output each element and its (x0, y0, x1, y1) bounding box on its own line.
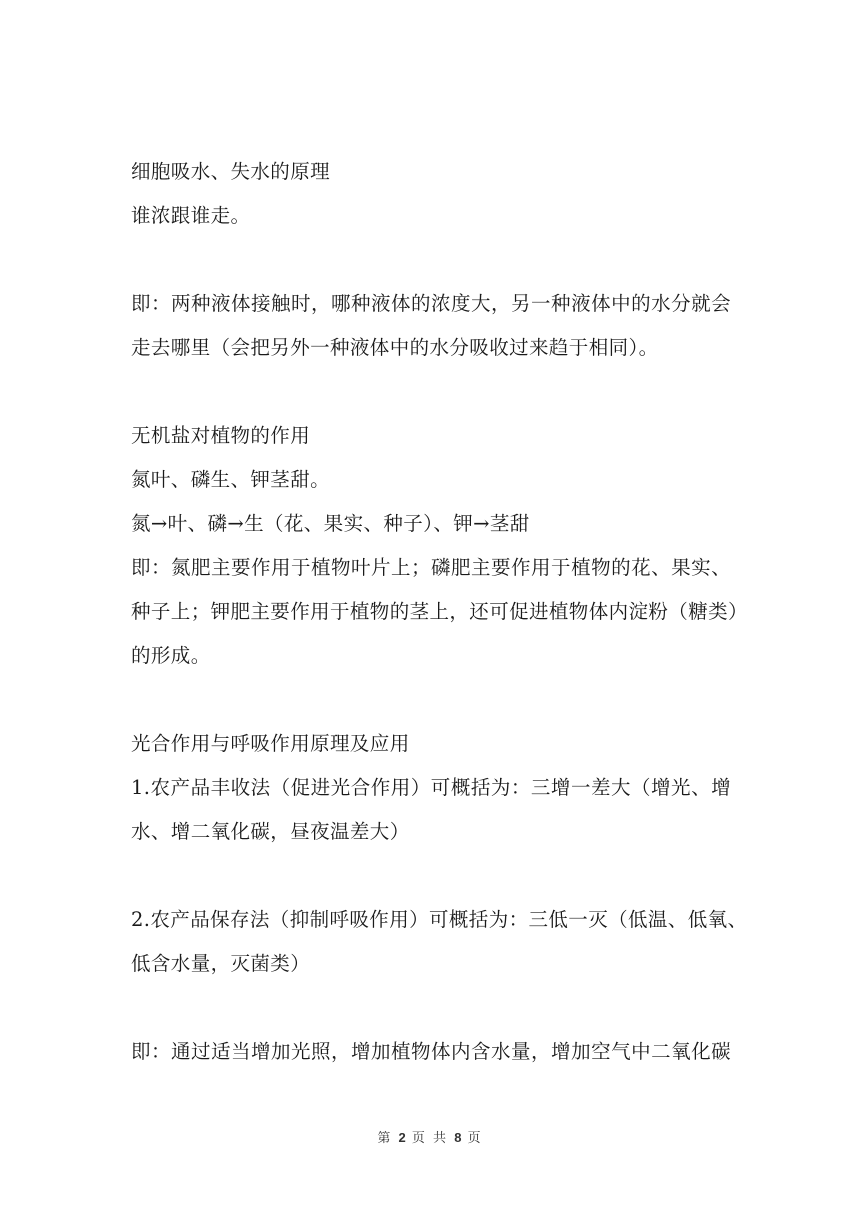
explanation-line: 走去哪里（会把另外一种液体中的水分吸收过来趋于相同）。 (131, 336, 659, 359)
section-heading-inorganic-salt: 无机盐对植物的作用 (131, 424, 311, 447)
explanation-line: 即：通过适当增加光照，增加植物体内含水量，增加空气中二氧化碳 (131, 1040, 731, 1063)
footer-prefix: 第 (377, 1131, 393, 1146)
footer-middle: 页 共 (411, 1131, 449, 1146)
current-page-number: 2 (398, 1130, 406, 1145)
footer-suffix: 页 (467, 1131, 483, 1146)
list-item-storage-continued: 低含水量，灭菌类） (131, 952, 311, 975)
blank-line (131, 986, 731, 1030)
page-number-footer (0, 1127, 860, 1146)
blank-line (131, 854, 731, 898)
list-item-harvest: 1.农产品丰收法（促进光合作用）可概括为：三增一差大（增光、增 (131, 776, 731, 799)
mnemonic-cell-water: 谁浓跟谁走。 (131, 204, 251, 227)
explanation-line: 即：两种液体接触时，哪种液体的浓度大，另一种液体中的水分就会 (131, 292, 731, 315)
blank-line (131, 370, 731, 414)
section-heading-photosynthesis: 光合作用与呼吸作用原理及应用 (131, 732, 410, 755)
section-heading-cell-water: 细胞吸水、失水的原理 (131, 160, 331, 183)
blank-line (131, 678, 731, 722)
explanation-line: 的形成。 (131, 644, 211, 667)
page-content (131, 150, 748, 1074)
blank-line (131, 238, 731, 282)
mnemonic-inorganic-salt: 氮叶、磷生、钾茎甜。 (131, 468, 331, 491)
list-item-harvest-continued: 水、增二氧化碳，昼夜温差大） (131, 820, 410, 843)
total-page-number: 8 (454, 1130, 462, 1145)
explanation-line: 种子上；钾肥主要作用于植物的茎上，还可促进植物体内淀粉（糖类） (131, 600, 748, 623)
explanation-line: 即：氮肥主要作用于植物叶片上；磷肥主要作用于植物的花、果实、 (131, 556, 731, 579)
list-item-storage: 2.农产品保存法（抑制呼吸作用）可概括为：三低一灭（低温、低氧、 (131, 908, 748, 931)
mnemonic-mapping: 氮→叶、磷→生（花、果实、种子）、钾→茎甜 (131, 512, 530, 535)
